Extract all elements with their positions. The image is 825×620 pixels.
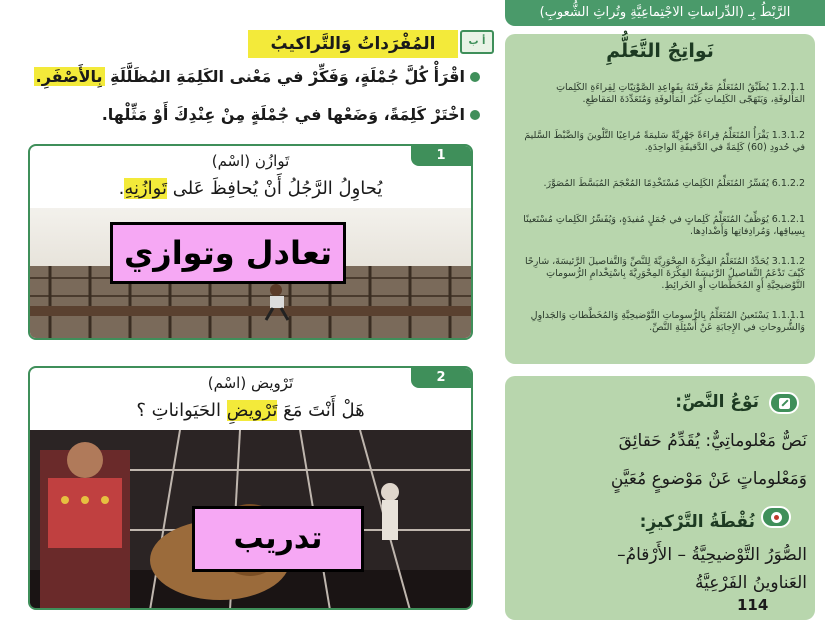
outcome-item: 1.1.1.1 يَسْتَعينُ المُتَعَلِّمُ بِالرُّسوماتِ التَّوْضيحِيَّةِ وَالمُخَطَّطاتِ وَالجَداوِلِ وَالشُّروحاتِ في الإِجابَةِ عَنْ أَسْئِلَةِ النَّصِّ.: [530, 310, 805, 333]
sentence-highlight: تَوازُنِهِ: [124, 178, 167, 199]
instruction-1: [5, 64, 465, 90]
instruction-text: اقْرَأْ كُلَّ جُمْلَةٍ، وَفَكِّرْ في مَعْنى الكَلِمَةِ المُظَلَّلَةِ: [110, 67, 465, 86]
text-type-line: نَصٌّ مَعْلوماتِيٌّ: يُقَدِّمُ حَقائِقَ: [618, 431, 807, 451]
text-type-panel: [505, 376, 815, 620]
sentence-highlight: تَرْويضِ: [226, 400, 278, 421]
card-number: 1: [411, 146, 471, 166]
instruction-2: اخْتَرْ كَلِمَةً، وَضَعْها في جُمْلَةٍ مِنْ عِنْدِكَ أَوْ مَثِّلْها.: [101, 105, 465, 124]
card-number: 2: [411, 368, 471, 388]
link-bar: الرَّبْطُ بِـ (الدِّراساتِ الاجْتِماعِيَّةِ وتُراثِ الشُّعوبِ): [505, 0, 825, 26]
outcomes-title: نَواتِجُ التَّعَلُّمِ: [606, 40, 714, 62]
pen-icon: [769, 392, 799, 414]
text-type-heading: نَوْعُ النَّصِّ:: [675, 392, 759, 412]
outcome-item: 1.2.1.1 يُطَبِّقُ المُتَعَلِّمُ مَعْرِفَتَهُ بِقَواعِدِ الصَّوْتِيّاتِ لِقِراءَةِ الكَلِماتِ المَأْلوفَةِ، وَيَتَهَجّى الكَلِماتِ غَيْرَ المَأْلوفَةِ وَمُتَعَدِّدَةَ المَقاطِعِ.: [556, 82, 805, 105]
focus-line: الصُّوَرُ التَّوْضيحِيَّةُ – الأَرْقامُ–: [617, 545, 807, 565]
target-icon: [761, 506, 791, 528]
section-title: المُفْرَداتُ وَالتَّراكيبُ: [248, 30, 458, 58]
focus-line: العَناوينُ الفَرْعِيَّةُ: [695, 573, 807, 593]
text-type-line: وَمَعْلوماتٍ عَنْ مَوْضوعٍ مُعَيَّنٍ: [610, 469, 807, 489]
vocabulary-icon: أ ب: [460, 30, 494, 54]
bullet-icon: [470, 72, 480, 82]
card-word: تَرْويض (اسْم): [207, 374, 294, 392]
outcome-item: 6.1.2.2 يُفَسِّرُ المُتَعَلِّمُ الكَلِماتِ مُسْتَخْدِمًا المُعْجَمَ المُبَسَّطَ المُصَوَّرَ.: [543, 178, 805, 189]
outcome-item: 1.3.1.2 يَقْرَأُ المُتَعَلِّمُ قِراءَةً جَهْرِيَّةً سَليمَةً مُراعِيًا التَّلْوينَ وَالضَّبْطَ السَّليمَ في حُدودِ (60) كَلِمَةً في الدَّقيقَةِ الواحِدَةِ.: [524, 130, 805, 153]
learning-outcomes-panel: [505, 34, 815, 364]
instruction-highlight: بِالأَصْفَرِ.: [35, 67, 103, 86]
vocab-card-2: [28, 366, 473, 610]
outcome-item: 3.1.1.2 يُحَدِّدُ المُتَعَلِّمُ الفِكْرَةَ المِحْوَرِيَّةَ لِلنَّصِّ وَالتَّفاصيلَ الرَّئيسَةَ، شارِحًا كَيْفَ تَدْعَمُ التَّفاصيلُ الرَّئيسَةُ الفِكْرَةَ المِحْوَرِيَّةَ بِاسْتِخْدامِ الرُّسوماتِ التَّوْضيحِيَّةِ أَوِ المُخَطَّطاتِ أَوِ الخَرائِطِ.: [524, 256, 805, 291]
sentence-text: الحَيَواناتِ ؟: [136, 400, 221, 421]
card-sentence: [30, 400, 471, 421]
card-word: تَوازُن (اسْم): [211, 152, 290, 170]
bullet-icon: [470, 110, 480, 120]
meaning-box-1: تعادل وتوازي: [110, 222, 346, 284]
sentence-text: .: [118, 178, 125, 199]
sentence-text: هَلْ أَنْتَ مَعَ: [283, 400, 365, 421]
page-number: 114: [737, 596, 769, 614]
meaning-box-2: تدريب: [192, 506, 364, 572]
sidebar: [505, 0, 825, 620]
outcome-item: 6.1.2.1 يُوَظِّفُ المُتَعَلِّمُ كَلِماتٍ في جُمَلٍ مُفيدَةٍ، وَيُفَسِّرُ الكَلِماتِ مُسْتَعينًا بِسِياقِها، وَمُرادِفاتِها وَأَضْدادِها.: [523, 214, 805, 237]
card-sentence: [30, 178, 471, 199]
sentence-text: يُحاوِلُ الرَّجُلُ أَنْ يُحافِظَ عَلى: [172, 178, 383, 199]
focus-heading: نُقْطَةُ التَّرْكيزِ:: [639, 512, 755, 532]
